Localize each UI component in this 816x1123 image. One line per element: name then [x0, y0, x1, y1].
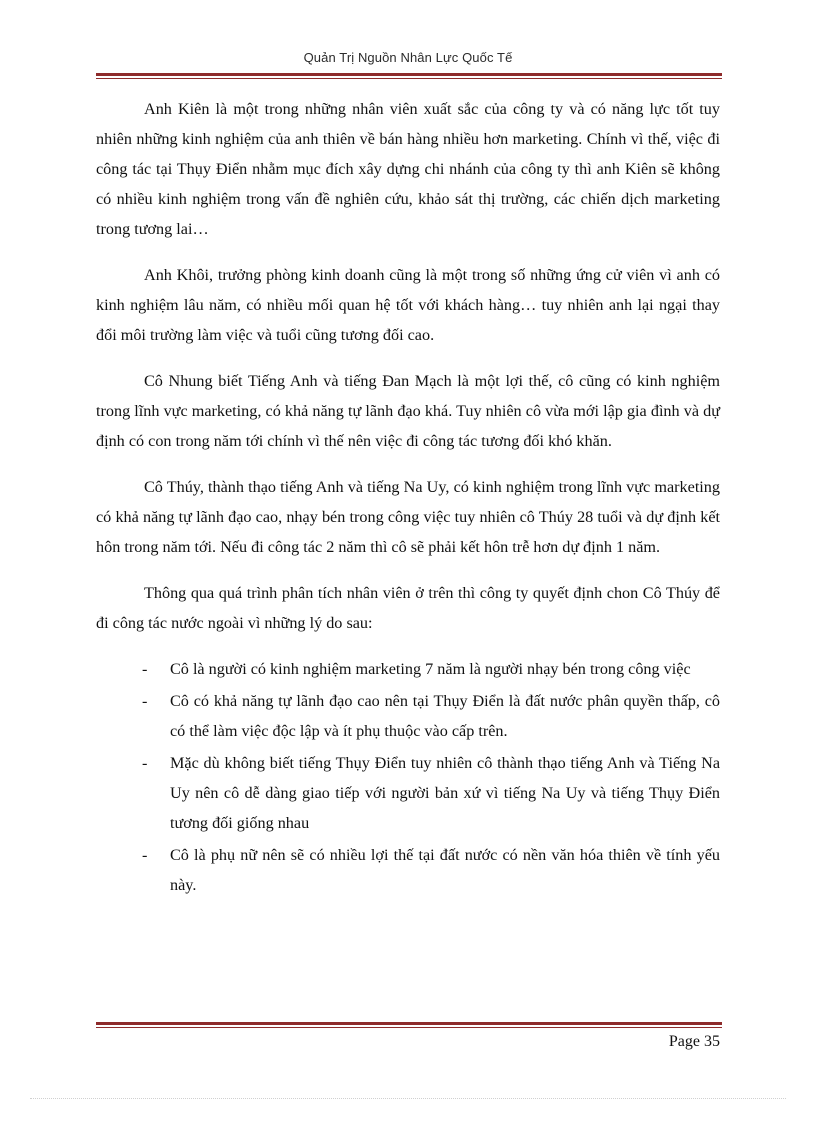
list-item-text: Cô có khả năng tự lãnh đạo cao nên tại Thụy Điển là đất nước phân quyền thấp, cô có thể làm việc độc lập và ít phụ thuộc vào cấp trên.	[170, 692, 720, 740]
list-item	[96, 748, 720, 838]
running-header-title: Quản Trị Nguồn Nhân Lực Quốc Tế	[303, 50, 513, 65]
bullet-dash: -	[142, 692, 148, 710]
list-item-text: Cô là phụ nữ nên sẽ có nhiều lợi thế tại đất nước có nền văn hóa thiên về tính yếu này.	[170, 846, 720, 894]
list-item-text: Cô là người có kinh nghiệm marketing 7 năm là người nhạy bén trong công việc	[170, 660, 691, 678]
paragraph-anh-khoi: Anh Khôi, trưởng phòng kinh doanh cũng là một trong số những ứng cử viên vì anh có kinh nghiệm lâu năm, có nhiều mối quan hệ tốt với khách hàng… tuy nhiên anh lại ngại thay đổi môi trường làm việc và tuổi cũng tương đối cao.	[96, 266, 720, 344]
bullet-dash: -	[142, 660, 148, 678]
reasons-list	[96, 654, 720, 900]
bullet-dash: -	[142, 754, 148, 772]
page-body	[96, 94, 720, 902]
paragraph-co-thuy: Cô Thúy, thành thạo tiếng Anh và tiếng Na Uy, có kinh nghiệm trong lĩnh vực marketing có khả năng tự lãnh đạo cao, nhạy bén trong công việc tuy nhiên cô Thúy 28 tuổi và dự định kết hôn trong năm tới. Nếu đi công tác 2 năm thì cô sẽ phải kết hôn trễ hơn dự định 1 năm.	[96, 478, 720, 556]
paragraph-conclusion: Thông qua quá trình phân tích nhân viên ở trên thì công ty quyết định chon Cô Thúy để đi công tác nước ngoài vì những lý do sau:	[96, 584, 720, 632]
header-rule-thick	[96, 73, 722, 76]
footer-rule-thin	[96, 1027, 722, 1028]
footer-rule-thick	[96, 1022, 722, 1025]
paragraph-anh-kien: Anh Kiên là một trong những nhân viên xuất sắc của công ty và có năng lực tốt tuy nhiên những kinh nghiệm của anh thiên về bán hàng nhiều hơn marketing. Chính vì thế, việc đi công tác tại Thụy Điển nhằm mục đích xây dựng chi nhánh của công ty thì anh Kiên sẽ không có nhiều kinh nghiệm trong vấn đề nghiên cứu, khảo sát thị trường, các chiến dịch marketing trong tương lai…	[96, 100, 720, 238]
list-item	[96, 686, 720, 746]
list-item	[96, 840, 720, 900]
bullet-dash: -	[142, 846, 148, 864]
paragraph-co-nhung: Cô Nhung biết Tiếng Anh và tiếng Đan Mạch là một lợi thế, cô cũng có kinh nghiệm trong lĩnh vực marketing, có khả năng tự lãnh đạo khá. Tuy nhiên cô vừa mới lập gia đình và dự định có con trong năm tới chính vì thế nên việc đi công tác tương đối khó khăn.	[96, 372, 720, 450]
page-number: Page 35	[668, 1033, 720, 1050]
page-bottom-border	[30, 1098, 786, 1099]
header-rule-thin	[96, 78, 722, 79]
list-item-text: Mặc dù không biết tiếng Thụy Điển tuy nhiên cô thành thạo tiếng Anh và Tiếng Na Uy nên cô dễ dàng giao tiếp với người bản xứ vì tiếng Na Uy và tiếng Thụy Điển tương đối giống nhau	[170, 754, 720, 832]
list-item	[96, 654, 720, 684]
